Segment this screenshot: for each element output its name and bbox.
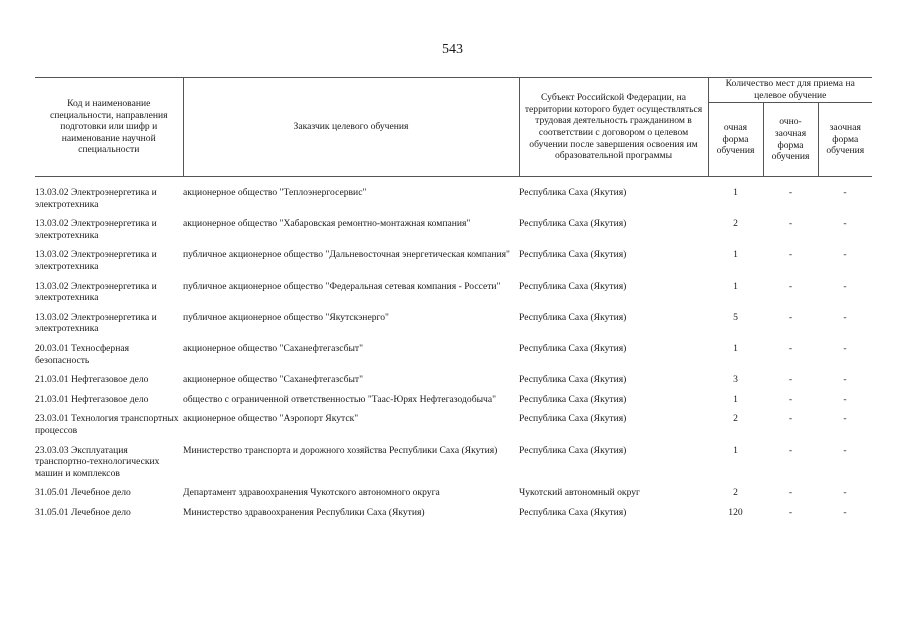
cell-customer: Министерство здравоохранения Республики Саха (Якутия) <box>183 506 425 518</box>
cell-code: 21.03.01 Нефтегазовое дело <box>35 374 149 386</box>
cell-part-time: - <box>788 280 793 292</box>
cell-full-time: 1 <box>733 342 738 354</box>
cell-full-time: 3 <box>733 374 738 386</box>
table-row <box>35 507 872 527</box>
page-number: 543 <box>442 42 463 57</box>
cell-customer: акционерное общество "Саханефтегазсбыт" <box>183 374 364 386</box>
header-seats: Количество мест для приема на целевое обучение <box>708 78 872 103</box>
cell-region: Республика Саха (Якутия) <box>519 218 627 230</box>
cell-customer: публичное акционерное общество "Дальневосточная энергетическая компания" <box>183 249 510 261</box>
table-row <box>35 187 872 218</box>
cell-code: 20.03.01 Техносферная безопасность <box>35 342 130 366</box>
cell-extramural: - <box>843 249 847 261</box>
cell-full-time: 2 <box>733 487 738 499</box>
cell-code: 13.03.02 Электроэнергетика и электротехника <box>35 280 157 304</box>
table-row <box>35 445 872 488</box>
table-row <box>35 394 872 414</box>
cell-region: Республика Саха (Якутия) <box>519 444 627 456</box>
cell-customer: акционерное общество "Аэропорт Якутск" <box>183 413 359 425</box>
table-row <box>35 281 872 312</box>
cell-code: 23.03.03 Эксплуатация транспортно-технологических машин и комплексов <box>35 444 160 479</box>
cell-region: Республика Саха (Якутия) <box>519 506 627 518</box>
cell-extramural: - <box>843 342 847 354</box>
cell-extramural: - <box>843 218 847 230</box>
table-row <box>35 487 872 507</box>
cell-code: 13.03.02 Электроэнергетика и электротехника <box>35 249 157 272</box>
cell-extramural: - <box>843 280 847 292</box>
cell-full-time: 1 <box>733 249 738 261</box>
cell-part-time: - <box>788 487 793 499</box>
cell-part-time: - <box>788 249 793 261</box>
cell-code: 13.03.02 Электроэнергетика и электротехника <box>35 187 157 210</box>
cell-extramural: - <box>843 187 847 198</box>
cell-customer: акционерное общество "Хабаровская ремонтно-монтажная компания" <box>183 218 471 230</box>
cell-part-time: - <box>788 506 793 518</box>
header-customer: Заказчик целевого обучения <box>183 78 519 177</box>
header-part-time: очно-заочная форма обучения <box>763 103 818 177</box>
cell-customer: акционерное общество "Саханефтегазсбыт" <box>183 342 364 354</box>
table-row <box>35 374 872 394</box>
cell-extramural: - <box>843 413 847 425</box>
cell-extramural: - <box>843 506 847 518</box>
cell-part-time: - <box>788 413 793 425</box>
cell-customer: акционерное общество "Теплоэнергосервис" <box>183 187 367 198</box>
cell-full-time: 1 <box>733 393 738 405</box>
cell-full-time: 2 <box>733 413 738 425</box>
table-body <box>35 177 872 527</box>
cell-region: Республика Саха (Якутия) <box>519 342 627 354</box>
cell-extramural: - <box>843 374 847 386</box>
cell-code: 31.05.01 Лечебное дело <box>35 487 131 499</box>
cell-customer: публичное акционерное общество "Федеральная сетевая компания - Россети" <box>183 280 501 292</box>
cell-full-time: 5 <box>733 311 738 323</box>
cell-code: 13.03.02 Электроэнергетика и электротехника <box>35 311 157 335</box>
cell-extramural: - <box>843 393 847 405</box>
cell-code: 21.03.01 Нефтегазовое дело <box>35 393 149 405</box>
cell-part-time: - <box>788 374 793 386</box>
cell-customer: Министерство транспорта и дорожного хозяйства Республики Саха (Якутия) <box>183 444 498 456</box>
cell-full-time: 1 <box>733 280 738 292</box>
cell-extramural: - <box>843 311 847 323</box>
table-row <box>35 413 872 444</box>
cell-code: 13.03.02 Электроэнергетика и электротехника <box>35 218 157 241</box>
cell-part-time: - <box>788 342 793 354</box>
table-row <box>35 218 872 249</box>
cell-part-time: - <box>788 393 793 405</box>
cell-region: Республика Саха (Якутия) <box>519 249 627 261</box>
cell-full-time: 120 <box>728 506 743 518</box>
table-row <box>35 343 872 374</box>
cell-full-time: 2 <box>733 218 738 230</box>
cell-region: Республика Саха (Якутия) <box>519 413 627 425</box>
cell-customer: публичное акционерное общество "Якутскэнерго" <box>183 311 389 323</box>
table-row <box>35 312 872 343</box>
header-extramural: заочная форма обучения <box>818 103 872 177</box>
table-row <box>35 249 872 280</box>
cell-customer: Департамент здравоохранения Чукотского автономного округа <box>183 487 440 499</box>
header-code: Код и наименование специальности, направления подготовки или шифр и наименование научной специальности <box>35 78 183 177</box>
header-full-time: очная форма обучения <box>708 103 763 177</box>
cell-region: Республика Саха (Якутия) <box>519 393 627 405</box>
cell-region: Республика Саха (Якутия) <box>519 374 627 386</box>
admission-quota-table <box>35 77 872 526</box>
cell-full-time: 1 <box>733 187 738 198</box>
cell-region: Республика Саха (Якутия) <box>519 280 627 292</box>
cell-part-time: - <box>788 218 793 230</box>
cell-region: Республика Саха (Якутия) <box>519 311 627 323</box>
cell-code: 31.05.01 Лечебное дело <box>35 506 131 518</box>
cell-extramural: - <box>843 487 847 499</box>
cell-part-time: - <box>788 311 793 323</box>
cell-part-time: - <box>788 187 793 198</box>
cell-region: Чукотский автономный округ <box>519 487 640 499</box>
cell-extramural: - <box>843 444 847 456</box>
cell-region: Республика Саха (Якутия) <box>519 187 627 198</box>
header-region: Субъект Российской Федерации, на территории которого будет осуществляться трудовая деятельность гражданином в соответствии с договором о целевом обучении после завершения освоения им образовательной программы <box>519 78 708 177</box>
table-header <box>35 78 872 177</box>
cell-part-time: - <box>788 444 793 456</box>
cell-full-time: 1 <box>733 444 738 456</box>
cell-code: 23.03.01 Технология транспортных процессов <box>35 413 179 436</box>
cell-customer: общество с ограниченной ответственностью "Таас-Юрях Нефтегазодобыча" <box>183 393 497 405</box>
